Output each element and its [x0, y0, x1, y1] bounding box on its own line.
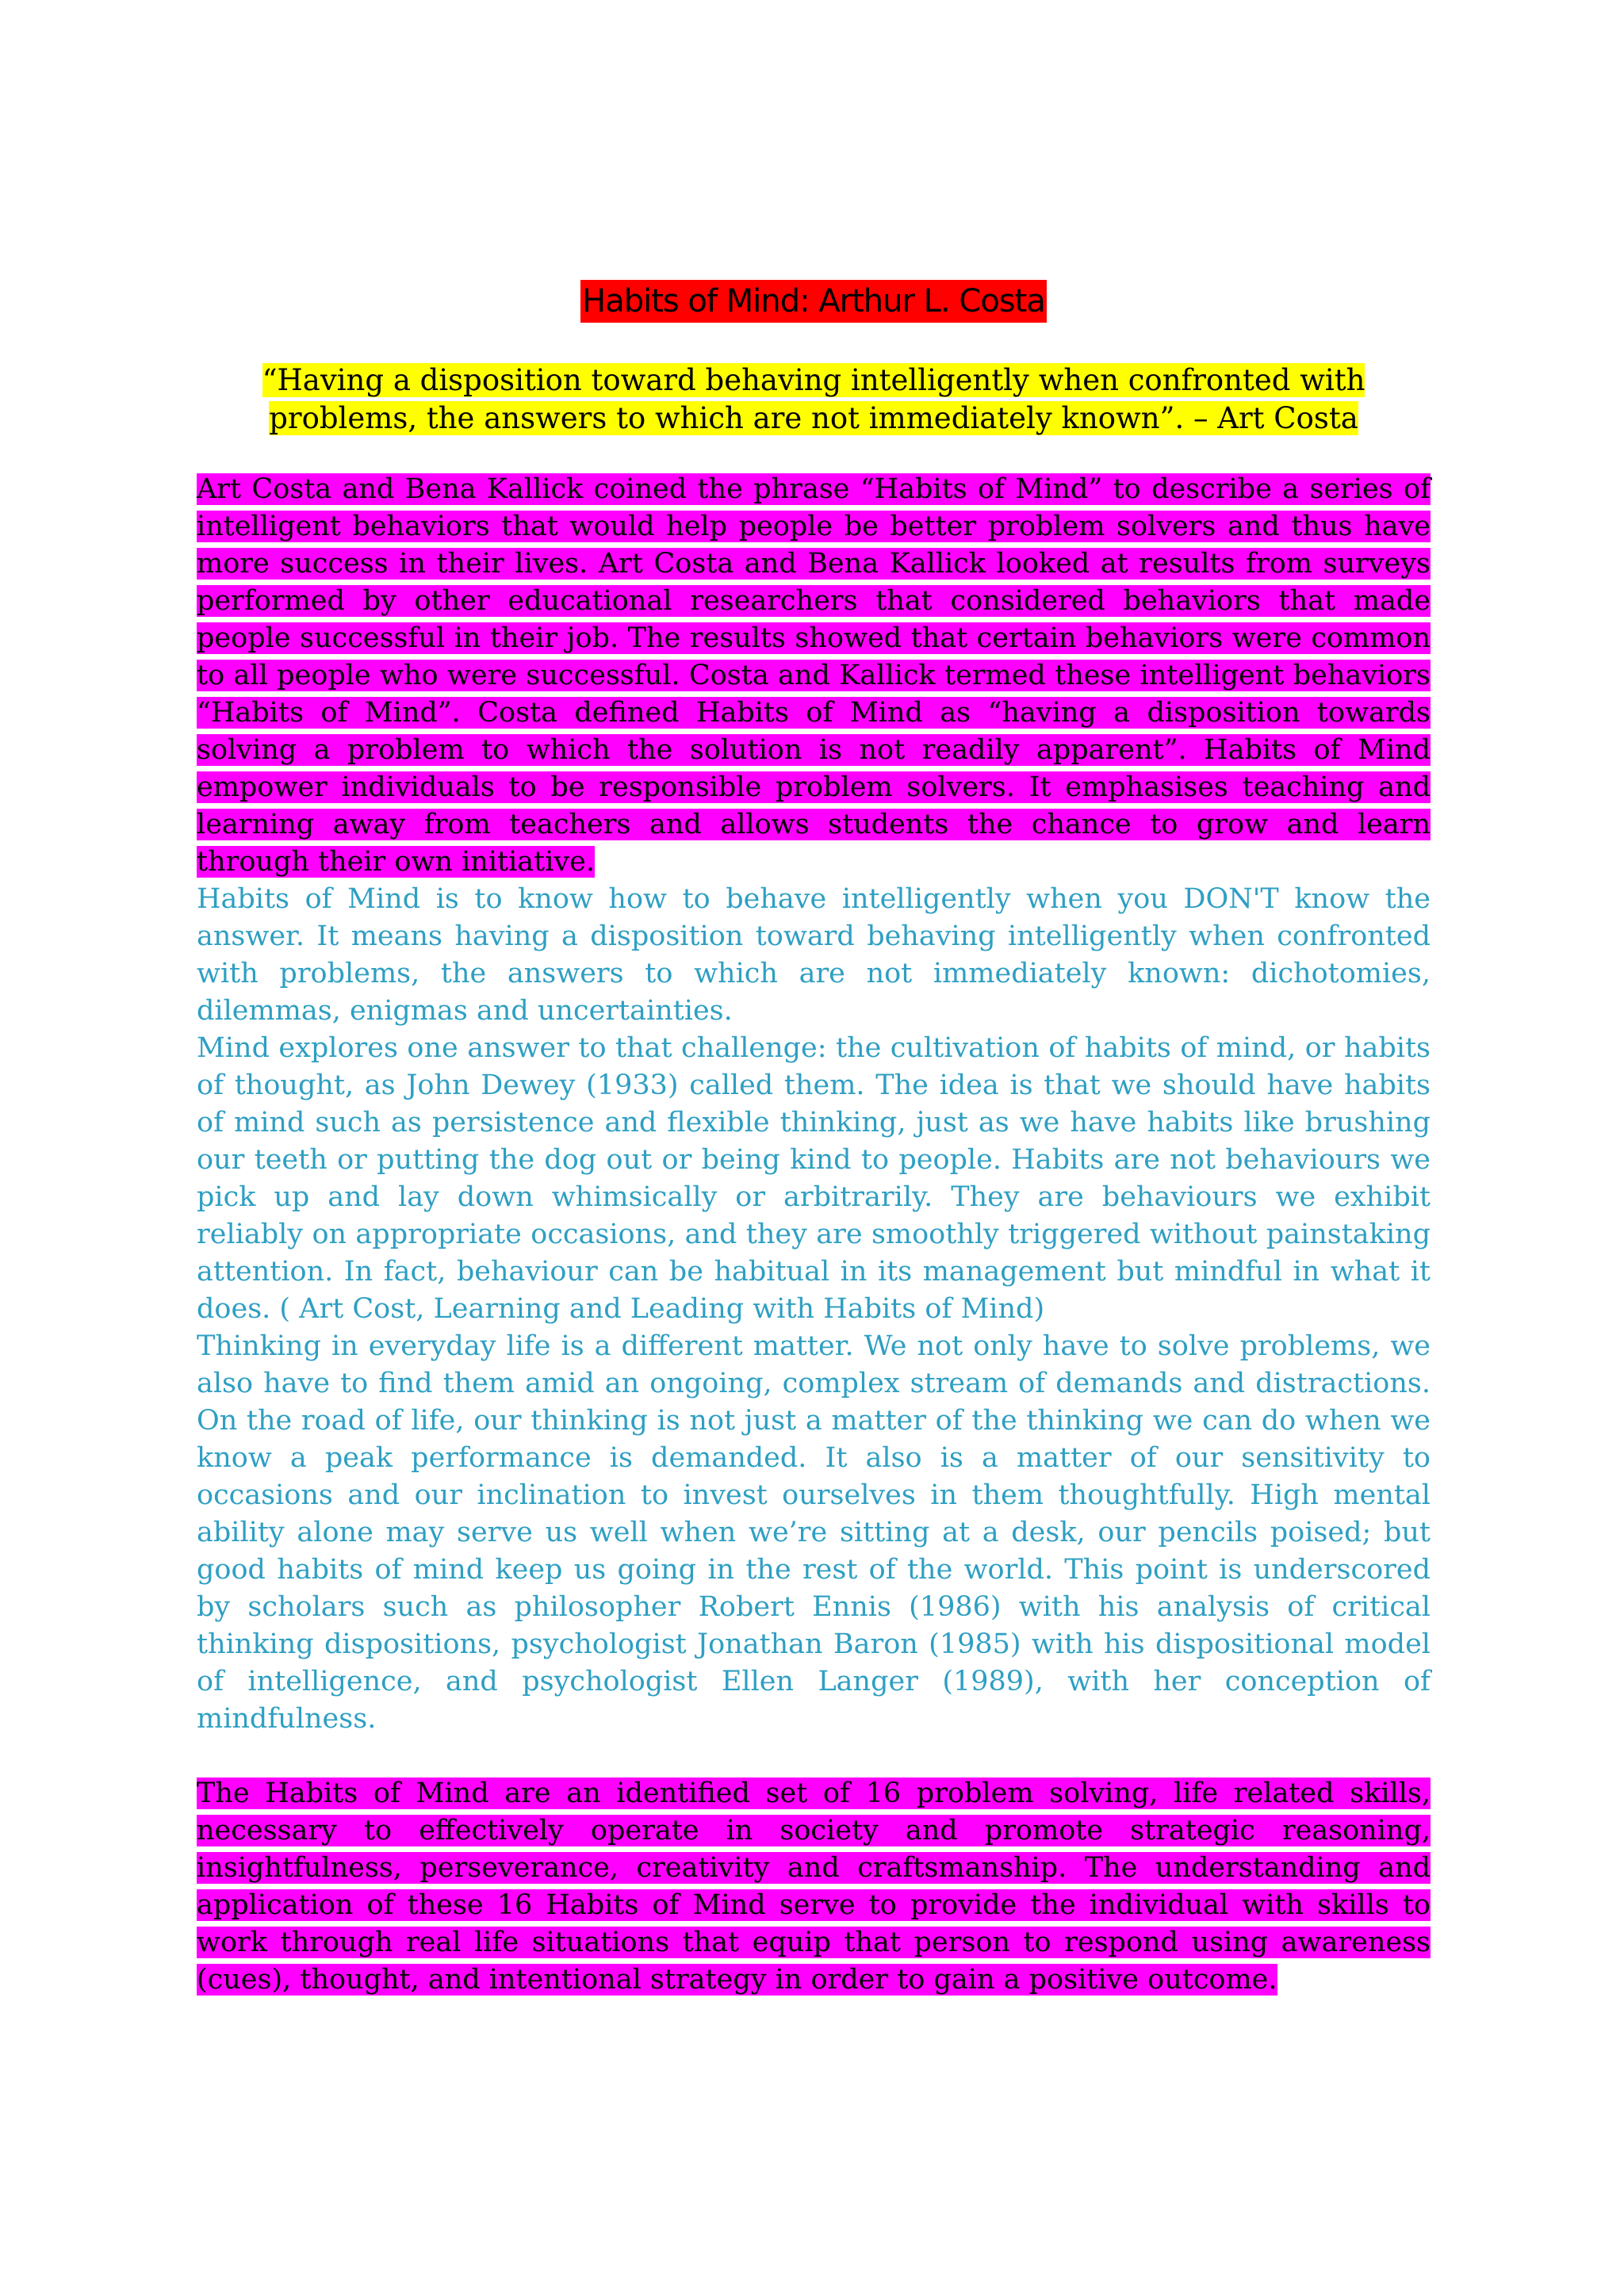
paragraph-intro-text: Art Costa and Bena Kallick coined the phrase “Habits of Mind” to describe a series of intelligent behaviors that would help people be better problem solvers and thus have more success in their lives. Art Costa and Bena Kallick looked at results from surveys performed by other educational researchers that considered behaviors that made people successful in their job. The results showed that certain behaviors were common to all people who were successful. Costa and Kallick termed these intelligent behaviors “Habits of Mind”. Costa defined Habits of Mind as “having a disposition towards solving a problem to which the solution is not readily apparent”. Habits of Mind empower individuals to be responsible problem solvers. It emphasises teaching and learning away from teachers and allows students the chance to grow and learn through their own initiative.	[197, 473, 1431, 878]
document-page	[197, 277, 1431, 1999]
paragraph-sixteen-habits	[197, 1775, 1431, 1999]
paragraph-spacer	[197, 1738, 1431, 1775]
document-title: Habits of Mind: Arthur L. Costa	[580, 280, 1047, 323]
title-container	[197, 277, 1431, 325]
paragraph-dewey: Mind explores one answer to that challenge: the cultivation of habits of mind, or habits of thought, as John Dewey (1933) called them. The idea is that we should have habits of mind such as persistence and flexible thinking, just as we have habits like brushing our teeth or putting the dog out or being kind to people. Habits are not behaviours we pick up and lay down whimsically or arbitrarily. They are behaviours we exhibit reliably on appropriate occasions, and they are smoothly triggered without painstaking attention. In fact, behaviour can be habitual in its management but mindful in what it does. ( Art Cost, Learning and Leading with Habits of Mind)	[197, 1032, 1431, 1325]
paragraph-everyday: Thinking in everyday life is a different matter. We not only have to solve problems, we also have to find them amid an ongoing, complex stream of demands and distractions. On the road of life, our thinking is not just a matter of the thinking we can do when we know a peak performance is demanded. It also is a matter of our sensitivity to occasions and our inclination to invest ourselves in them thoughtfully. High mental ability alone may serve us well when we’re sitting at a desk, our pencils poised; but good habits of mind keep us going in the rest of the world. This point is underscored by scholars such as philosopher Robert Ennis (1986) with his analysis of critical thinking dispositions, psychologist Jonathan Baron (1985) with his dispositional model of intelligence, and psychologist Ellen Langer (1989), with her conception of mindfulness.	[197, 1330, 1431, 1735]
opening-quote	[197, 362, 1431, 438]
quote-text: “Having a disposition toward behaving intelligently when confronted with problems, the answers to which are not immediately known”. – Art Costa	[262, 363, 1365, 435]
paragraph-intro	[197, 471, 1431, 881]
paragraph-definition: Habits of Mind is to know how to behave intelligently when you DON'T know the answer. It means having a disposition toward behaving intelligently when confronted with problems, the answers to which are not immediately known: dichotomies, dilemmas, enigmas and uncertainties.	[197, 883, 1431, 1027]
paragraph-sixteen-habits-text: The Habits of Mind are an identified set of 16 problem solving, life related skills, necessary to effectively operate in society and promote strategic reasoning, insightfulness, perseverance, creativity and craftsmanship. The understanding and application of these 16 Habits of Mind serve to provide the individual with skills to work through real life situations that equip that person to respond using awareness (cues), thought, and intentional strategy in order to gain a positive outcome.	[197, 1777, 1431, 1996]
